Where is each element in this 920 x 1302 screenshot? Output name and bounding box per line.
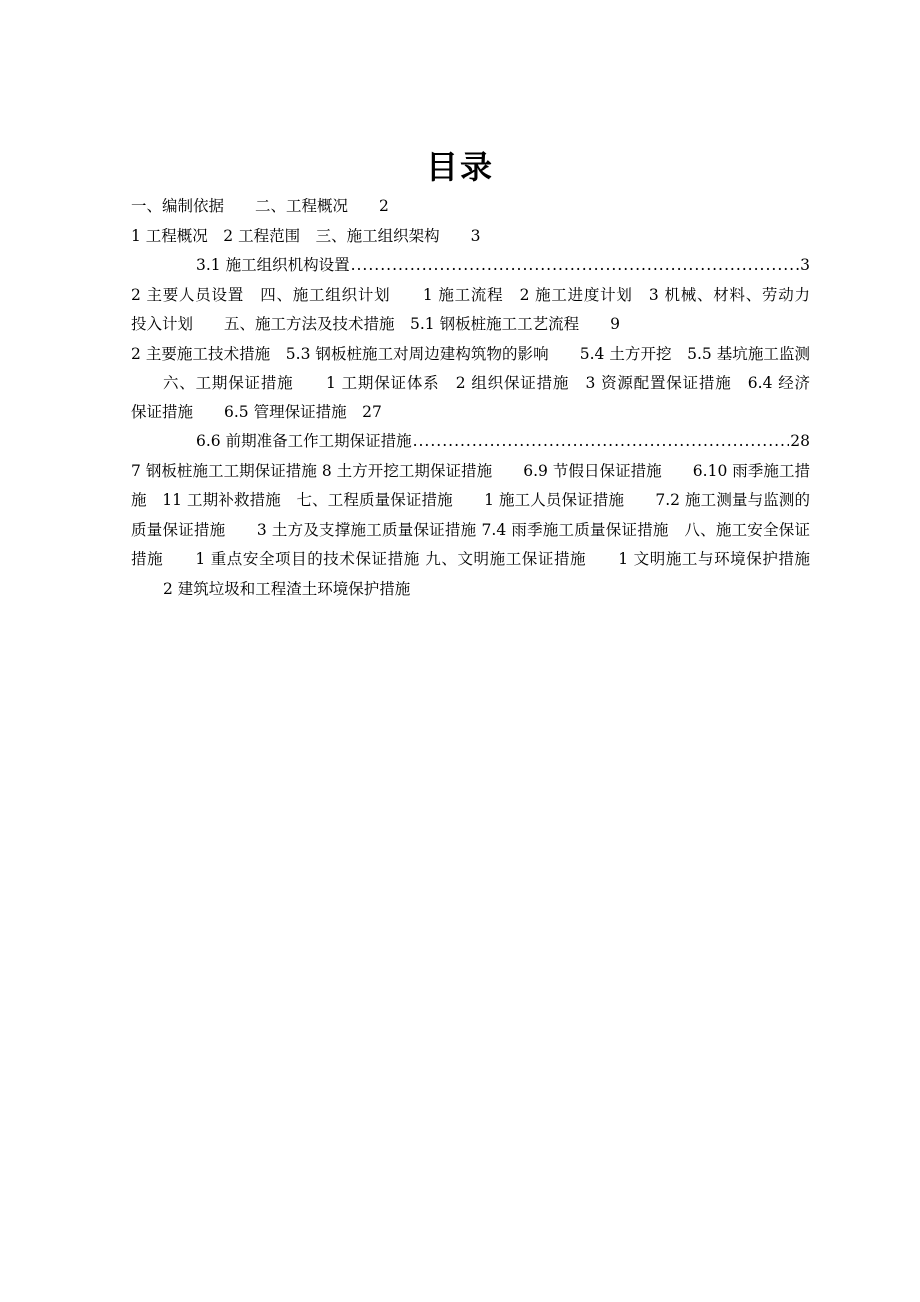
toc-entry-6-6[interactable] (196, 431, 810, 451)
toc-line[interactable]: 7 钢板桩施工工期保证措施 8 土方开挖工期保证措施 6.9 节假日保证措施 6.10 雨季施工措 (131, 462, 810, 480)
dot-leader (351, 255, 800, 275)
toc-line[interactable]: 2 主要人员设置 四、施工组织计划 1 施工流程 2 施工进度计划 3 机械、材料、劳动力 (131, 286, 810, 304)
toc-line[interactable]: 六、工期保证措施 1 工期保证体系 2 组织保证措施 3 资源配置保证措施 6.4 经济 (163, 374, 810, 392)
toc-line[interactable]: 投入计划 五、施工方法及技术措施 5.1 钢板桩施工工艺流程 9 (131, 315, 620, 333)
toc-line[interactable]: 2 建筑垃圾和工程渣土环境保护措施 (163, 580, 411, 598)
toc-entry-3-1[interactable] (196, 255, 810, 275)
toc-line[interactable]: 2 主要施工技术措施 5.3 钢板桩施工对周边建构筑物的影响 5.4 土方开挖 5.5 基坑施工监测 (131, 345, 810, 363)
toc-page-number: 3 (800, 256, 810, 274)
toc-line[interactable]: 质量保证措施 3 土方及支撑施工质量保证措施 7.4 雨季施工质量保证措施 八、施工安全保证 (131, 521, 810, 539)
toc-entry-text: 6.6 前期准备工作工期保证措施 (196, 432, 412, 450)
toc-line[interactable]: 措施 1 重点安全项目的技术保证措施 九、文明施工保证措施 1 文明施工与环境保护措施 (131, 550, 810, 568)
toc-entry-text: 3.1 施工组织机构设置 (196, 256, 350, 274)
toc-line[interactable]: 保证措施 6.5 管理保证措施 27 (131, 403, 382, 421)
toc-line[interactable]: 施 11 工期补救措施 七、工程质量保证措施 1 施工人员保证措施 7.2 施工测量与监测的 (131, 491, 810, 509)
toc-line[interactable]: 一、编制依据 二、工程概况 2 (131, 197, 389, 215)
dot-leader (413, 431, 790, 451)
page-title: 目录 (425, 148, 494, 186)
toc-line[interactable]: 1 工程概况 2 工程范围 三、施工组织架构 3 (131, 227, 481, 245)
toc-page-number: 28 (790, 432, 810, 450)
